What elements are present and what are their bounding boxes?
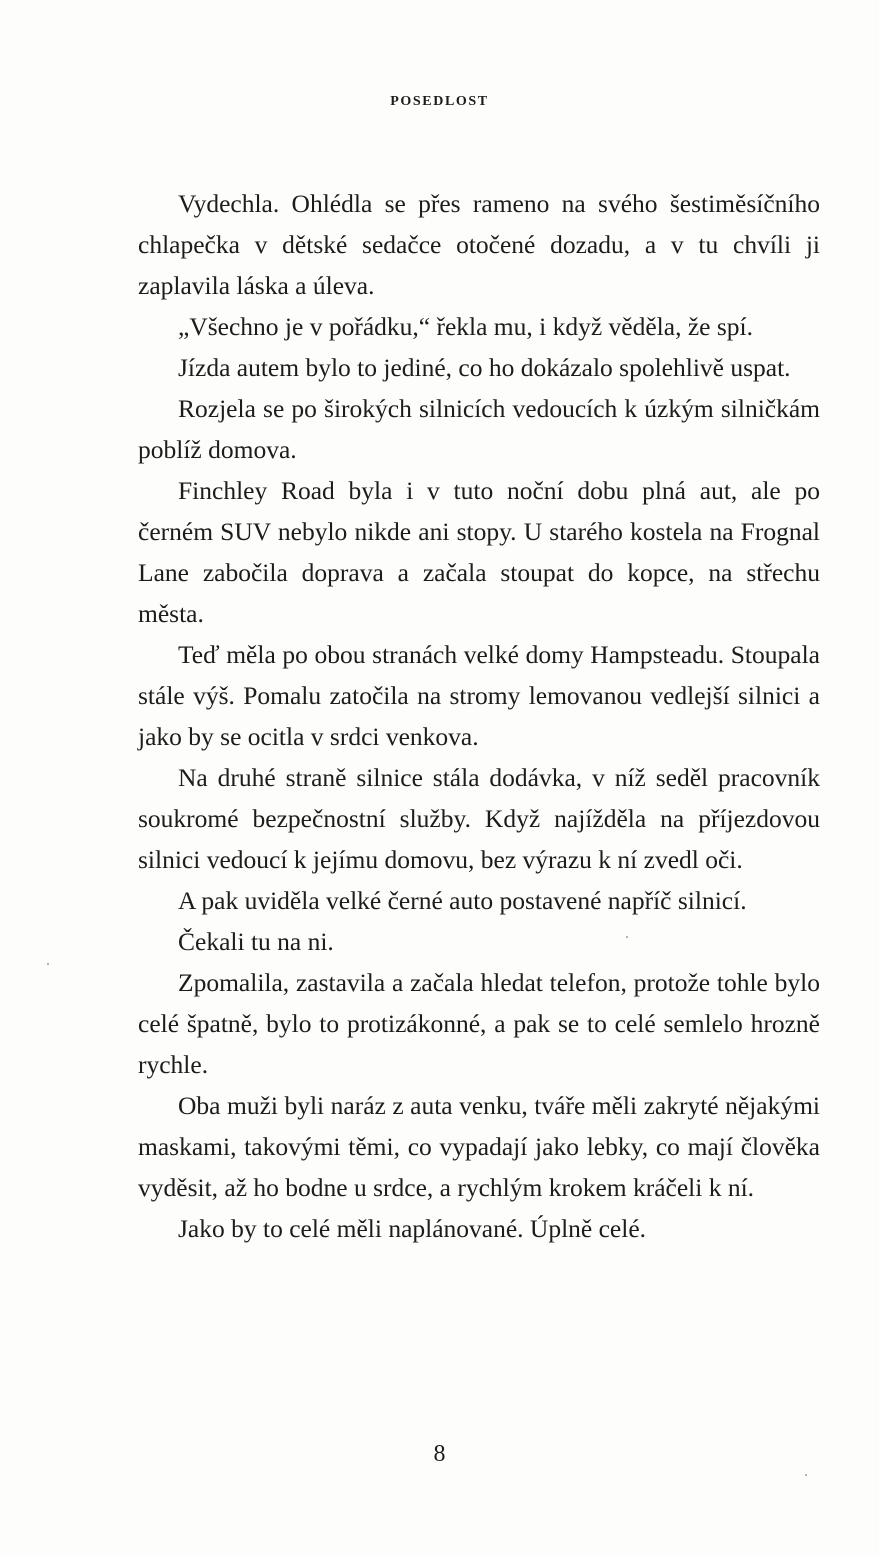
paragraph: Čekali tu na ni. bbox=[178, 927, 334, 956]
paragraph: A pak uviděla velké černé auto postavené napříč silnicí. bbox=[178, 886, 747, 915]
paragraph: „Všechno je v pořádku,“ řekla mu, i když věděla, že spí. bbox=[178, 312, 753, 341]
paragraph: Na druhé straně silnice stála dodávka, v níž seděl pracovník soukromé bezpečnostní služby. Když najížděla na příjezdovou silnici vedoucí k jejímu domovu, bez výrazu k ní zvedl oči. bbox=[138, 763, 820, 874]
body-text bbox=[138, 183, 820, 1249]
paragraph: Teď měla po obou stranách velké domy Hampsteadu. Stoupala stále výš. Pomalu zatočila na stromy lemovanou vedlejší silnici a jako by se ocitla v srdci venkova. bbox=[138, 640, 820, 751]
scan-speck bbox=[805, 1474, 807, 1476]
paragraph: Rozjela se po širokých silnicích vedoucích k úzkým silničkám poblíž domova. bbox=[138, 394, 820, 464]
running-title: POSEDLOST bbox=[390, 94, 489, 109]
paragraph: Jízda autem bylo to jediné, co ho dokázalo spolehlivě uspat. bbox=[178, 353, 791, 382]
paragraph: Vydechla. Ohlédla se přes rameno na svého šestiměsíčního chlapečka v dětské sedačce otočené dozadu, a v tu chvíli ji zaplavila láska a úleva. bbox=[138, 189, 820, 300]
paragraph: Zpomalila, zastavila a začala hledat telefon, protože tohle bylo celé špatně, bylo to protizákonné, a pak se to celé semlelo hrozně rychle. bbox=[138, 968, 820, 1079]
paragraph: Jako by to celé měli naplánované. Úplně celé. bbox=[178, 1214, 647, 1243]
paragraph: Finchley Road byla i v tuto noční dobu plná aut, ale po černém SUV nebylo nikde ani stopy. U starého kostela na Frognal Lane zabočila doprava a začala stoupat do kopce, na střechu města. bbox=[138, 476, 820, 628]
scan-speck bbox=[47, 963, 49, 965]
paragraph: Oba muži byli naráz z auta venku, tváře měli zakryté nějakými maskami, takovými těmi, co vypadají jako lebky, co mají člověka vyděsit, až ho bodne u srdce, a rychlým krokem kráčeli k ní. bbox=[138, 1091, 820, 1202]
page-number: 8 bbox=[433, 1441, 446, 1467]
scan-speck bbox=[626, 936, 628, 938]
